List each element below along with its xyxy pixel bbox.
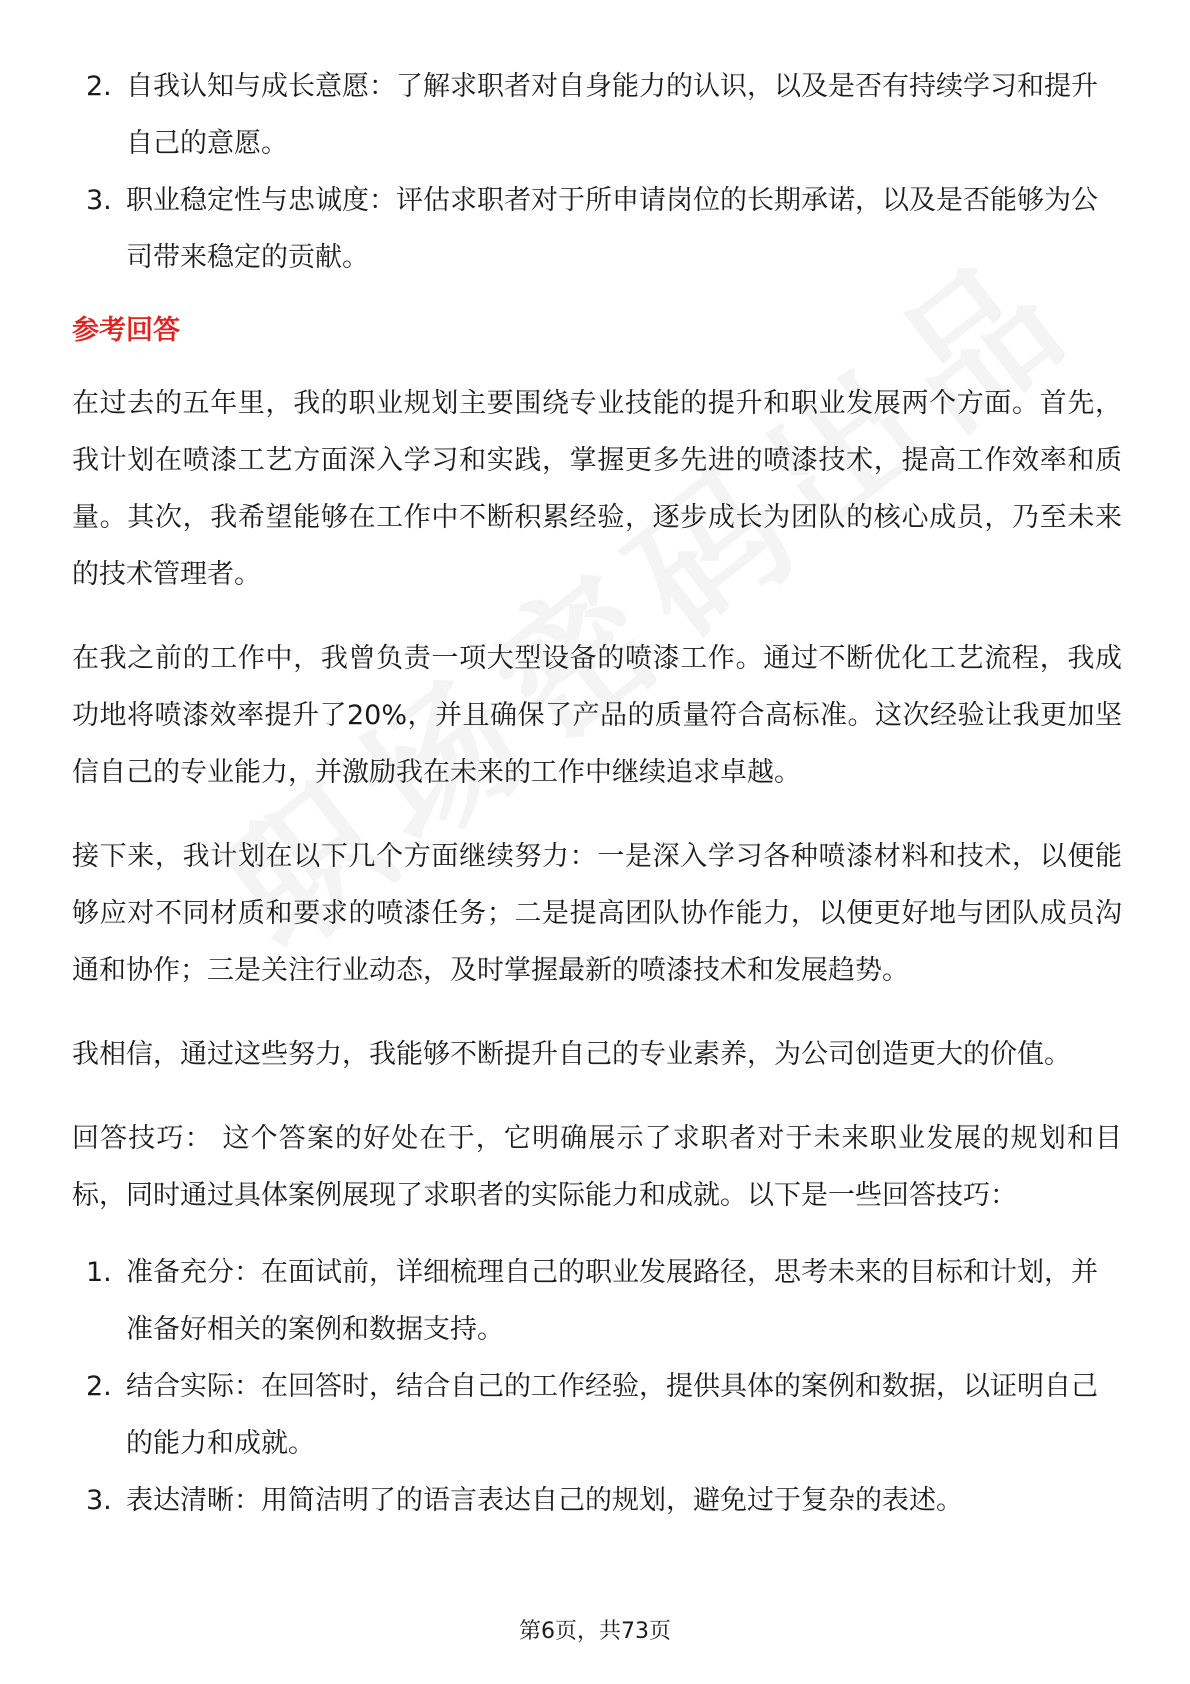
list-item-text: 准备充分：在面试前，详细梳理自己的职业发展路径，思考未来的目标和计划，并准备好相关的案例和数据支持。 (126, 1257, 1098, 1345)
answer-paragraph: 接下来，我计划在以下几个方面继续努力：一是深入学习各种喷漆材料和技术，以便能够应对不同材质和要求的喷漆任务；二是提高团队协作能力，以便更好地与团队成员沟通和协作；三是关注行业动态，及时掌握最新的喷漆技术和发展趋势。 (72, 841, 1122, 986)
list-item (72, 172, 1122, 286)
answer-paragraph: 在我之前的工作中，我曾负责一项大型设备的喷漆工作。通过不断优化工艺流程，我成功地将喷漆效率提升了20%，并且确保了产品的质量符合高标准。这次经验让我更加坚信自己的专业能力，并激励我在未来的工作中继续追求卓越。 (72, 643, 1122, 788)
list-item (72, 1472, 1122, 1529)
list-item-number: 3. (86, 1485, 112, 1516)
section-title: 参考回答 (72, 315, 180, 346)
tips-list (72, 1244, 1122, 1529)
list-item (72, 1358, 1122, 1472)
list-item-number: 2. (86, 1371, 112, 1402)
page-content (72, 58, 1122, 1529)
list-item-number: 3. (86, 185, 112, 216)
list-item-number: 1. (86, 1257, 112, 1288)
list-item (72, 58, 1122, 172)
intro-list (72, 58, 1122, 286)
page-footer: 第6页，共73页 (519, 1619, 671, 1644)
answer-paragraph: 我相信，通过这些努力，我能够不断提升自己的专业素养，为公司创造更大的价值。 (72, 1039, 1071, 1070)
tips-intro-paragraph: 回答技巧： 这个答案的好处在于，它明确展示了求职者对于未来职业发展的规划和目标，同时通过具体案例展现了求职者的实际能力和成就。以下是一些回答技巧： (72, 1123, 1122, 1211)
list-item-text: 结合实际：在回答时，结合自己的工作经验，提供具体的案例和数据，以证明自己的能力和成就。 (126, 1371, 1098, 1459)
list-item-text: 自我认知与成长意愿：了解求职者对自身能力的认识，以及是否有持续学习和提升自己的意愿。 (126, 71, 1098, 159)
list-item-text: 职业稳定性与忠诚度：评估求职者对于所申请岗位的长期承诺，以及是否能够为公司带来稳定的贡献。 (126, 185, 1098, 273)
answer-paragraph: 在过去的五年里，我的职业规划主要围绕专业技能的提升和职业发展两个方面。首先，我计划在喷漆工艺方面深入学习和实践，掌握更多先进的喷漆技术，提高工作效率和质量。其次，我希望能够在工作中不断积累经验，逐步成长为团队的核心成员，乃至未来的技术管理者。 (72, 388, 1122, 590)
list-item (72, 1244, 1122, 1358)
list-item-text: 表达清晰：用简洁明了的语言表达自己的规划，避免过于复杂的表述。 (126, 1485, 963, 1516)
list-item-number: 2. (86, 71, 112, 102)
